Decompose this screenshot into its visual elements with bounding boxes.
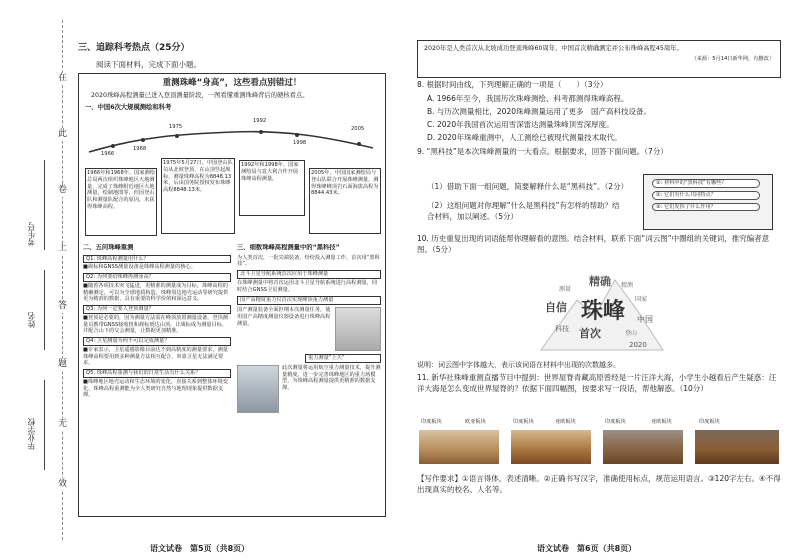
article-intro: 2020珠峰高程测量已进入登顶测量阶段，一图看懂重测珠峰背后的硬核看点。 — [91, 92, 309, 100]
plate-diagram-4 — [695, 430, 779, 464]
year-label: 1966 — [101, 151, 115, 157]
material-box — [78, 73, 386, 517]
qa-answer: ■登顶是必要的，因为测量方法需在峰顶放置测量设备。登顶测量员携带GNSS接收机和觇标到达山顶，让觇标成为测量目标，并配合山下的交会测量，让数据更加精准。 — [83, 314, 228, 335]
top-box-source: （来源：5月14日新华网，有删改） — [691, 55, 774, 62]
q9-part2: （2）这组问题对你理解“什么是黑科技”有怎样的帮助？结合材料，加以阐述。（5分） — [427, 200, 620, 221]
q9: 9. “黑科技”是本次珠峰测量的一大看点。根据要求，回答下面问题。（7分） — [417, 147, 668, 157]
exam-no-field[interactable] — [44, 160, 45, 250]
writing-requirements — [417, 474, 783, 499]
cloud-word: 精测 — [621, 282, 634, 289]
cloud-word: 测量 — [559, 286, 572, 293]
tech-text: 此次测量将运用航空重力测量技术，提升测量精度，进一步完善珠峰地区的重力场模型，为珠峰高程测量提供更精准的数据支撑。 — [282, 364, 381, 391]
plate-label: 印度板块 — [513, 419, 534, 425]
qa-question: Q3: 为何一定要人登顶测量？ — [83, 305, 231, 314]
seal-char: 上 — [57, 242, 68, 255]
year-label: 1992 — [253, 118, 267, 124]
timeline-box: 1975年5月27日，中国登山队员从北坡登顶，在山顶竖起觇标，测量珠峰高程为8848.13米，后由国务院授权发布珠峰高程8848.13米。 — [161, 158, 235, 234]
plate-diagram-2 — [511, 430, 591, 464]
top-info-box — [417, 40, 781, 78]
cloud-word: 精确 — [589, 275, 611, 288]
seal-char: 无 — [57, 418, 68, 431]
q8: 8. 根据时间由线，下列理解正确的一项是（ ）（3分） — [417, 80, 608, 89]
right-page — [397, 0, 794, 560]
cloud-word: 科技 — [555, 325, 569, 333]
timeline-box: 1992年和1998年，国家测绘局与意大利合作开展珠峰高程测量。 — [239, 160, 305, 216]
questions — [417, 80, 783, 161]
exam-no-label: 考生号 — [27, 222, 36, 246]
school-label: 毕业学校 — [27, 418, 36, 450]
page-footer: 语文试卷 第6页（共8页） — [537, 544, 637, 554]
cloud-word-center: 珠峰 — [581, 299, 626, 324]
cloud-word: 登山 — [625, 330, 638, 337]
timeline-box: 1966年和1968年，国家测绘总局两次组织珠峰地区大地测量，完成了珠峰附近地区大地测量，绘制地图等，但因登山队和测量队配合的原因，未获得珠峰高程。 — [85, 168, 157, 236]
binding-margin — [0, 0, 70, 560]
q8-option-a[interactable]: A. 1966年至今，我国历次珠峰测绘、科考都测得珠峰高程。 — [427, 93, 629, 103]
equipment-photo — [335, 307, 381, 351]
tech-text: 在珠峰测量中将首次运用北斗卫星导航系统进行高程测量，同时结合GNSS卫星测量。 — [237, 279, 378, 293]
plate-label: 印度板块 — [421, 419, 442, 425]
q10: 10. 历史重复出现的词语能帮你理解看的意图。结合材料，联系下面“词云图”中圈组的关键词，推究编者意图。（5分） — [417, 234, 770, 254]
seal-char: 在 — [57, 72, 68, 85]
q8-option-d[interactable]: D. 2020年珠峰重测中，人工测绘已被现代测量技术取代。 — [427, 132, 622, 142]
seal-char: 答 — [57, 300, 68, 313]
year-label: 2005 — [351, 126, 365, 132]
page-footer: 语文试卷 第5页（共8页） — [150, 544, 250, 554]
tech-tag: 国产高精度重力仪首次实现峰顶重力测量 — [237, 296, 381, 305]
school-field[interactable] — [44, 380, 45, 470]
cloud-word: 首次 — [579, 327, 601, 340]
q10-block — [417, 234, 783, 259]
five-questions — [83, 244, 231, 514]
writing-req: 【写作要求】①语言得体，表述清晰。②正确书写汉字，准确使用标点，规范运用语言。③120字左右。④不得出现真实的校名、人名等。 — [417, 474, 781, 494]
year-label: 1975 — [169, 124, 183, 130]
plate-diagram-1 — [419, 430, 499, 464]
tech-row — [237, 307, 381, 351]
qa-question: Q5: 珠峰高程重测与我们的日常生活有什么关系？ — [83, 369, 231, 378]
article-title: 重测珠峰“身高”，这些看点别错过！ — [162, 78, 302, 88]
s2-heading: 二、五问珠峰重测 — [83, 244, 134, 251]
question-bubbles — [643, 174, 773, 230]
bubble: ②: 它们有什么共同特点？ — [652, 191, 760, 200]
qa-answer: ■珠峰地区地壳运动和生态环境的变化，直接关系到整体环境变化，珠峰高程重测能为全人类研究自然与地理现象提供数据支撑。 — [83, 378, 228, 399]
plate-label: 印度板块 — [699, 419, 720, 425]
plate-label: 亚欧板块 — [555, 419, 576, 425]
cloud-word: 自信 — [545, 301, 567, 314]
timeline-heading: 一、中国6次大规模测绘和科考 — [85, 103, 172, 111]
seal-char: 效 — [57, 478, 68, 491]
plate-label: 欧亚板块 — [465, 419, 486, 425]
timeline-box: 2005年，中国国家测绘局与登山队联合开展珠峰测量，测得珠峰峰顶岩石面海拔高程为8844.43米。 — [309, 168, 381, 234]
plate-label: 印度板块 — [605, 419, 626, 425]
seal-char: 题 — [57, 358, 68, 371]
tech-tag: 重力测量“上天” — [305, 354, 381, 363]
plate-illustrations — [419, 416, 781, 466]
cloud-word: 国家 — [635, 296, 648, 303]
q9-subquestions — [427, 182, 627, 226]
word-cloud — [537, 270, 667, 356]
plate-diagram-3 — [603, 430, 683, 464]
year-label: 1968 — [133, 146, 147, 152]
instruction: 阅读下面材料，完成下面小题。 — [96, 60, 201, 70]
section-header — [78, 42, 390, 71]
qa-question: Q2: 为何要给珠峰再测身高？ — [83, 273, 231, 282]
seal-char: 卷 — [57, 184, 68, 197]
fold-line — [62, 20, 63, 540]
qa-answer: ■随着各项技术突飞猛进，更精准的测量成为目标。珠峰高程的精确测定，可以为全球地质构造、珠峰周边地壳运动等研究提供更为精准的数据，具有重要的科学价值和深远意义。 — [83, 282, 229, 303]
s3-heading: 三、细数珠峰高程测量中的“黑科技” — [237, 244, 340, 251]
q9-part1: （1）借助下面一组问题，简要解释什么是“黑科技”。（2分） — [427, 182, 629, 191]
q8-option-b[interactable]: B. 与历次测量相比，2020珠峰测量运用了更多 国产高科技设备。 — [427, 106, 651, 116]
year-label: 1998 — [293, 140, 307, 146]
top-box-text: 2020年是人类首次从北坡成功登顶珠峰60周年，中国首次精确测定并公布珠峰高程45周年。 — [424, 45, 683, 52]
tech-row — [237, 365, 381, 413]
section-title: 三、追踪科考热点（25分） — [78, 43, 190, 53]
qa-question: Q4: 卫星测量为何不可以完成测量？ — [83, 337, 231, 346]
qa-answer: ■专家表示，卫星遥感影像目前达不到高精度的测量要求，测量珠峰高程要用到多种测量方法相互配合，单靠卫星无法满足要求。 — [83, 346, 228, 367]
seal-char: 此 — [57, 128, 68, 141]
qa-answer: ■觇标和GNSS测量设备是珠峰高程测量的核心。 — [83, 264, 196, 271]
tech-tag: 北斗卫星导航系统首次应用于珠峰测量 — [237, 270, 381, 279]
s3-intro: 为人类首次，一批尖端装备，纷纷投入测量工作，首次用“黑科技”。 — [237, 254, 380, 268]
bubble: ③: 它们发挥了什么作用？ — [652, 203, 760, 212]
q11: 11. 新华社珠峰重测直播节目中提到：世界屋脊青藏高原曾经是一片汪洋大海，小学生小越看后产生疑惑：汪洋大海是怎么变成世界屋脊的？依据下面四幅图，按要求写一段话，帮他解惑。（10分） — [417, 373, 777, 394]
aircraft-photo — [237, 365, 279, 413]
qa-question: Q1: 珠峰高程测量用什么？ — [83, 255, 231, 264]
plate-label: 亚欧板块 — [651, 419, 672, 425]
name-field[interactable] — [44, 270, 45, 350]
q11-block — [417, 360, 783, 398]
tech-text: 国产测量装备全面担纲本次测量任务，使用国产高精度测量仪器设备进行珠峰高程测量。 — [237, 307, 331, 327]
black-tech — [237, 244, 381, 514]
cloud-word: 中国 — [637, 315, 653, 324]
timeline — [83, 118, 381, 236]
name-label: 姓名 — [27, 312, 36, 328]
q8-option-c[interactable]: C. 2020年我国首次运用雪深雷达测量珠峰顶雪深厚度。 — [427, 119, 614, 129]
bubble: ①: 材料中的“黑科技”有哪些？ — [652, 179, 760, 188]
cloud-note: 说明：词云图中字体越大，表示该词语在材料中出现的次数越多。 — [417, 361, 620, 369]
cloud-word: 2020 — [629, 341, 647, 349]
